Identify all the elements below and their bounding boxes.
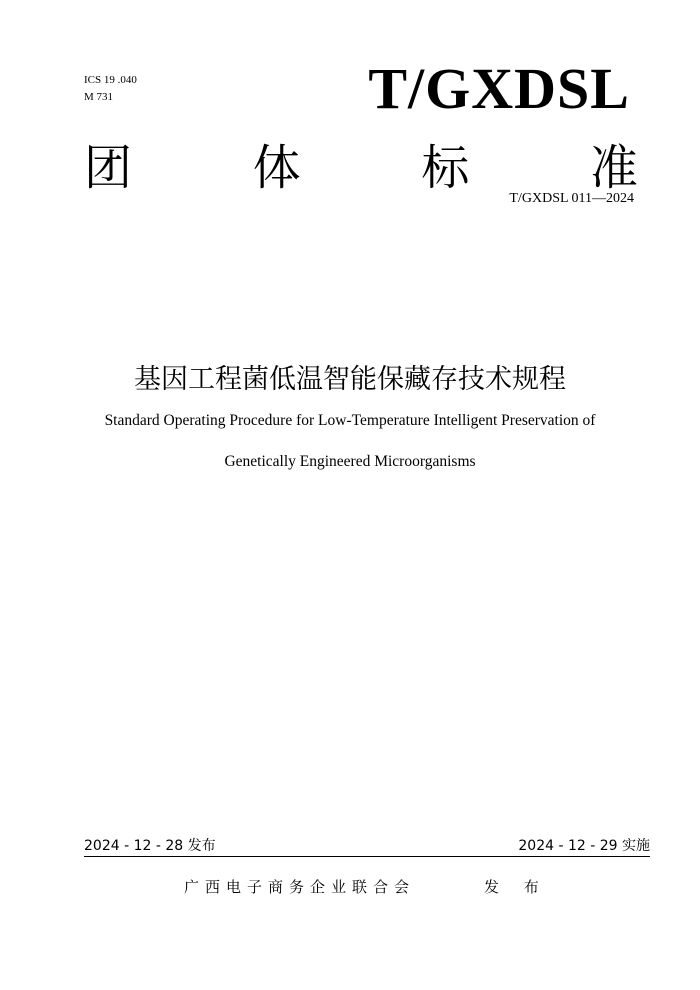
standard-number: T/GXDSL 011—2024 — [509, 191, 634, 206]
publish-date: 2024 - 12 - 28 发布 — [84, 838, 216, 854]
ccs-number: M 731 — [84, 91, 114, 103]
standard-code-logo: T/GXDSL — [368, 56, 630, 121]
publisher-name: 广西电子商务企业联合会 — [184, 878, 416, 896]
implement-date: 2024 - 12 - 29 实施 — [518, 838, 650, 854]
standard-type-char: 准 — [589, 140, 638, 196]
document-title-cn: 基因工程菌低温智能保藏存技术规程 — [134, 364, 566, 395]
ics-code-block — [84, 72, 137, 106]
standard-type-char: 标 — [421, 140, 470, 196]
standard-type-char: 团 — [84, 140, 133, 196]
footer-divider — [84, 856, 650, 857]
date-row — [84, 836, 650, 856]
ics-number: ICS 19 .040 — [84, 74, 137, 86]
document-title-en-line1: Standard Operating Procedure for Low-Temperature Intelligent Preservation of — [104, 412, 596, 429]
standard-type-char: 体 — [252, 140, 301, 196]
document-title-en-line2: Genetically Engineered Microorganisms — [224, 453, 476, 470]
standard-type-heading — [84, 138, 638, 198]
publish-label: 发 布 — [484, 878, 549, 896]
